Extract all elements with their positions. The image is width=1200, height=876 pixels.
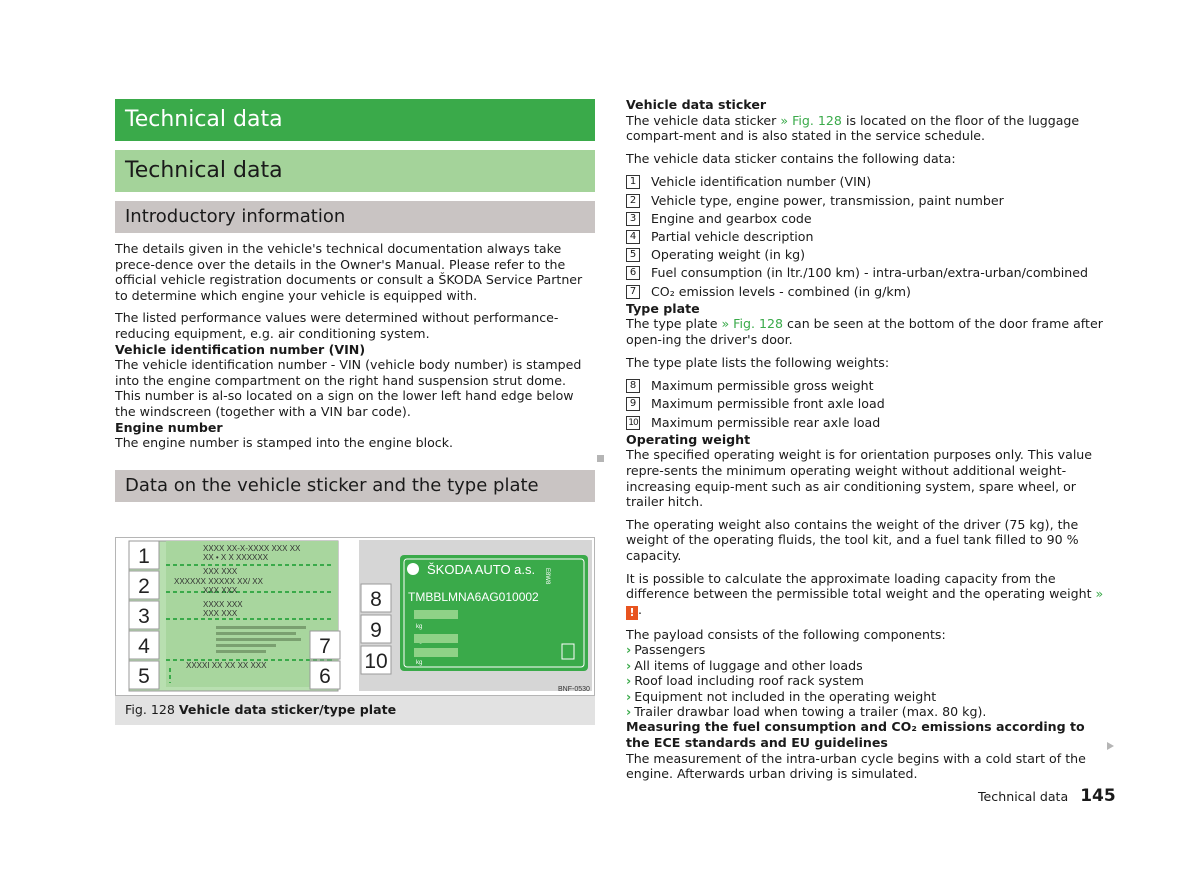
warning-icon[interactable]: !	[626, 606, 638, 620]
figure-128	[115, 537, 595, 725]
type-plate-intro: The type plate lists the following weights:	[626, 354, 890, 370]
chevron-right-icon: ›	[626, 688, 632, 704]
engine-number-heading: Engine number	[115, 419, 223, 435]
chevron-right-icon: ›	[626, 642, 632, 658]
sticker-paragraph: The vehicle data sticker » Fig. 128 is located on the floor of the luggage compart-ment and is also stated in the service schedule.	[626, 112, 1080, 144]
fig-link[interactable]: » Fig. 128	[721, 316, 784, 332]
sticker-line: XX • X X XXXXXX	[203, 553, 269, 562]
list-item: › Equipment not included in the operating weight	[626, 688, 937, 704]
plate-number: 8	[370, 588, 382, 611]
plate-side-code: E8W8	[544, 568, 550, 585]
sticker-line: XXX XXX	[203, 609, 238, 618]
continued-arrow-icon	[1107, 742, 1114, 750]
subsection-title-intro: Introductory information	[115, 201, 595, 233]
operating-weight-heading: Operating weight	[626, 431, 751, 447]
figure-number: Fig. 128	[125, 702, 175, 717]
type-plate-paragraph: The type plate » Fig. 128 can be seen at the bottom of the door frame after open-ing the driver's door.	[626, 316, 1103, 347]
list-item: 3 Engine and gearbox code	[626, 210, 1106, 228]
figure-image	[115, 537, 595, 696]
measuring-heading: Measuring the fuel consumption and CO₂ emissions according to the ECE standards and EU guidelines	[626, 719, 1085, 750]
sticker-line: XXX XXX	[203, 586, 238, 595]
section-end-square-icon	[597, 455, 604, 462]
list-item: 5 Operating weight (in kg)	[626, 246, 1106, 264]
right-column	[626, 97, 1106, 782]
measuring-paragraph: The measurement of the intra-urban cycle begins with a cold start of the engine. Afterwards urban driving is simulated.	[626, 750, 1086, 782]
plate-vin: TMBBLMNA6AG010002	[408, 590, 539, 604]
operating-weight-paragraph-3: It is possible to calculate the approximate loading capacity from the difference between the permissible total weight and the operating weight » ! .	[626, 570, 1104, 619]
plate-brand: ŠKODA AUTO a.s.	[427, 562, 536, 577]
sticker-number: 5	[138, 665, 150, 688]
list-item: 4 Partial vehicle description	[626, 228, 1106, 246]
chevron-right-icon: ›	[626, 657, 632, 673]
operating-weight-paragraph-1: The specified operating weight is for orientation purposes only. This value repre-sents the minimum operating weight without additional weight-increasing equip-ment such as air conditioning system, spare wheel, or trailer hitch.	[626, 447, 1093, 510]
list-item: › Roof load including roof rack system	[626, 673, 864, 689]
fig-link[interactable]: » Fig. 128	[780, 112, 842, 128]
payload-list	[626, 642, 1106, 719]
list-item: 6 Fuel consumption (in ltr./100 km) - intra-urban/extra-urban/combined	[626, 264, 1106, 282]
list-item: › Passengers	[626, 642, 706, 658]
operating-weight-paragraph-2: The operating weight also contains the weight of the driver (75 kg), the weight of the operating fluids, the tool kit, and a fuel tank filled to 90 % capacity.	[626, 516, 1079, 563]
chevron-right-icon: ›	[626, 703, 632, 719]
type-plate-heading: Type plate	[626, 300, 700, 316]
vin-paragraph: The vehicle identification number - VIN (vehicle body number) is stamped into the engine compartment on the right hand suspension strut dome. This number is al-so located on a sign on the lower left hand edge below the windscreen (together with a VIN bar code).	[115, 357, 582, 419]
list-item: 2 Vehicle type, engine power, transmission, paint number	[626, 192, 1106, 210]
figure-code: BNF-0530	[558, 686, 590, 693]
intro-paragraph-2: The listed performance values were determined without performance-reducing equipment, e.g. air conditioning system.	[115, 310, 559, 341]
warning-link[interactable]: »	[1095, 586, 1104, 602]
chapter-title: Technical data	[115, 99, 595, 141]
plate-unit: kg	[416, 624, 423, 630]
list-item: 8 Maximum permissible gross weight	[626, 377, 1106, 395]
page-footer	[978, 786, 1116, 806]
type-plate-list	[626, 377, 1106, 432]
engine-number-paragraph: The engine number is stamped into the engine block.	[115, 435, 453, 451]
figure-title: Vehicle data sticker/type plate	[178, 702, 397, 717]
list-item: 9 Maximum permissible front axle load	[626, 395, 1106, 413]
figure-illustration	[116, 538, 594, 695]
list-item: 1 Vehicle identification number (VIN)	[626, 173, 1106, 191]
list-item: 7 CO₂ emission levels - combined (in g/km)	[626, 283, 1106, 301]
footer-section: Technical data	[978, 789, 1069, 804]
sticker-list	[626, 173, 1106, 300]
sticker-number: 4	[138, 635, 150, 658]
sticker-number: 3	[138, 605, 150, 628]
chevron-right-icon: ›	[626, 673, 632, 689]
subsection-title-sticker: Data on the vehicle sticker and the type plate	[115, 470, 595, 502]
sticker-heading: Vehicle data sticker	[626, 97, 767, 112]
sticker-line: XXXXI XX XX XX XXX	[186, 661, 267, 670]
figure-caption	[125, 702, 396, 717]
list-item: 10 Maximum permissible rear axle load	[626, 414, 1106, 432]
section-title: Technical data	[115, 150, 595, 192]
sticker-intro: The vehicle data sticker contains the following data:	[626, 150, 956, 166]
intro-paragraph-1: The details given in the vehicle's technical documentation always take prece-dence over the details in the Owner's Manual. Please refer to the official vehicle registration documents or consult a ŠKODA Service Partner to determine which engine your vehicle is equipped with.	[115, 241, 583, 303]
plate-number: 9	[370, 619, 382, 642]
plate-unit: kg	[416, 660, 423, 666]
sticker-line: XXXX XXX	[203, 600, 243, 609]
sticker-line: XXXXXX XXXXX XX/ XX	[174, 577, 263, 586]
sticker-number: 6	[319, 665, 331, 688]
vin-heading: Vehicle identification number (VIN)	[115, 341, 366, 357]
sticker-line: XXXX XX-X-XXXX XXX XX	[203, 544, 301, 553]
list-item: › Trailer drawbar load when towing a trailer (max. 80 kg).	[626, 703, 987, 719]
payload-intro: The payload consists of the following components:	[626, 626, 946, 642]
sticker-number: 1	[138, 545, 150, 568]
sticker-line: XXX XXX	[203, 567, 238, 576]
list-item: › All items of luggage and other loads	[626, 657, 863, 673]
sticker-number: 7	[319, 635, 331, 658]
left-column	[115, 99, 595, 502]
sticker-number: 2	[138, 575, 150, 598]
plate-number: 10	[364, 650, 388, 673]
page-number: 145	[1080, 786, 1116, 806]
